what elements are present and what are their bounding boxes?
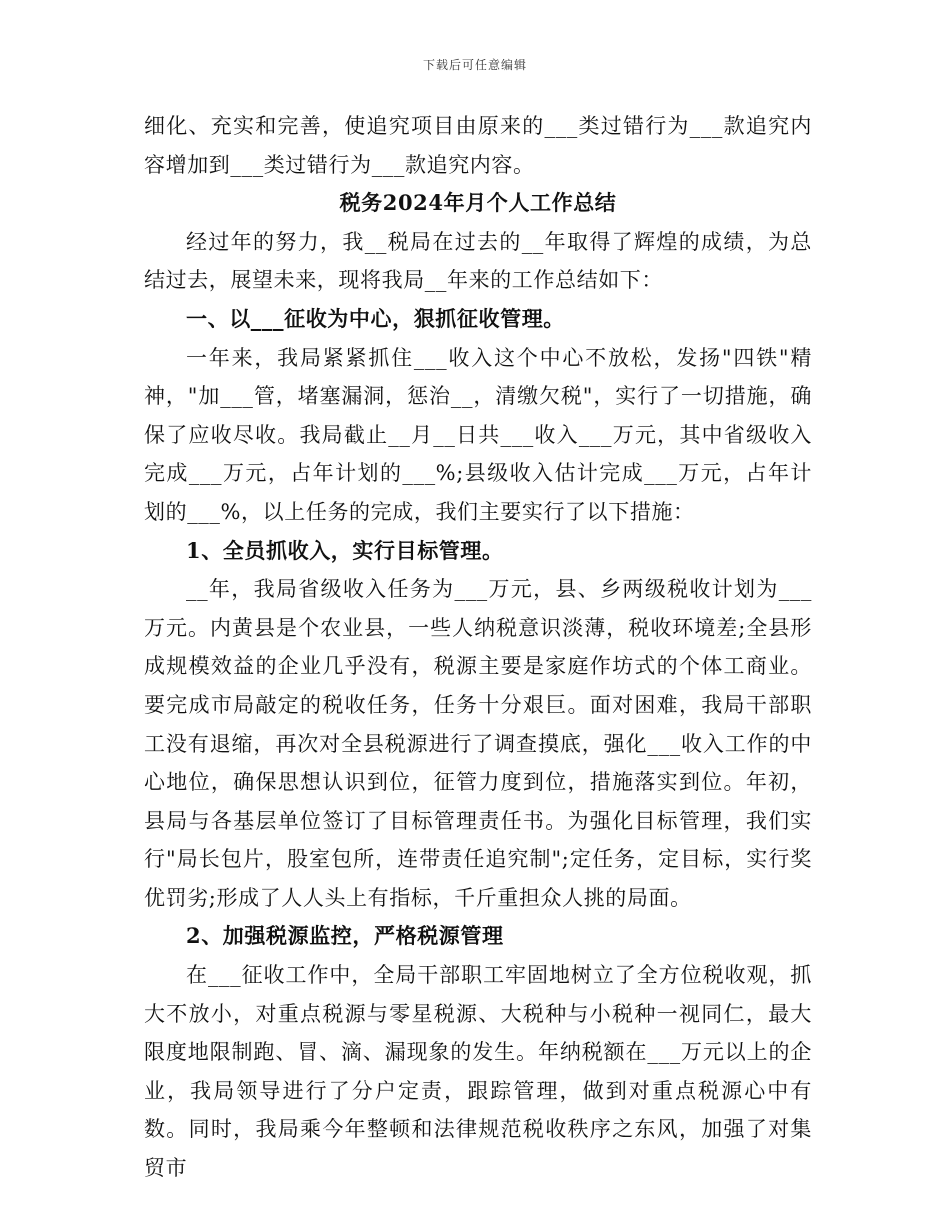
subsection-2-heading: 2、加强税源监控，严格税源管理: [186, 923, 504, 949]
subsection-1-paragraph: __年，我局省级收入任务为___万元，县、乡两级税收计划为___万元。内黄县是个农业县，一些人纳税意识淡薄，税收环境差;全县形成规模效益的企业几乎没有，税源主要是家庭作坊式的个体工商业。要完成市局敲定的税收任务，任务十分艰巨。面对困难，我局干部职工没有退缩，再次对全县税源进行了调查摸底，强化___收入工作的中心地位，确保思想认识到位，征管力度到位，措施落实到位。年初，县局与各基层单位签订了目标管理责任书。为强化目标管理，我们实行"局长包片，股室包所，连带责任追究制";定任务，定目标，实行奖优罚劣;形成了人人头上有指标，千斤重担众人挑的局面。: [144, 577, 812, 910]
document-title: 税务2024年月个人工作总结: [339, 190, 617, 216]
intro-paragraph: 经过年的努力，我__税局在过去的__年取得了辉煌的成绩，为总结过去，展望未来，现将我局__年来的工作总结如下：: [144, 229, 812, 293]
subsection-2-paragraph: 在___征收工作中，全局干部职工牢固地树立了全方位税收观，抓大不放小，对重点税源与零星税源、大税种与小税种一视同仁，最大限度地限制跑、冒、滴、漏现象的发生。年纳税额在___万元以上的企业，我局领导进行了分户定责，跟踪管理，做到对重点税源心中有数。同时，我局乘今年整顿和法律规范税收秩序之东风，加强了对集贸市: [144, 963, 812, 1181]
section-1-paragraph: 一年来，我局紧紧抓住___收入这个中心不放松，发扬"四铁"精神，"加___管，堵塞漏洞，惩治__，清缴欠税"，实行了一切措施，确保了应收尽收。我局截止__月__日共___收入___万元，其中省级收入完成___万元，占年计划的___%;县级收入估计完成___万元，占年计划的___%，以上任务的完成，我们主要实行了以下措施：: [144, 345, 812, 524]
section-1-heading: 一、以___征收为中心，狠抓征收管理。: [186, 305, 565, 331]
continuation-paragraph: 细化、充实和完善，使追究项目由原来的___类过错行为___款追究内容增加到___类过错行为___款追究内容。: [144, 114, 812, 177]
subsection-1-heading: 1、全员抓收入，实行目标管理。: [186, 537, 504, 563]
document-body: [144, 107, 812, 1188]
header-note: 下载后可任意编辑: [422, 58, 527, 72]
